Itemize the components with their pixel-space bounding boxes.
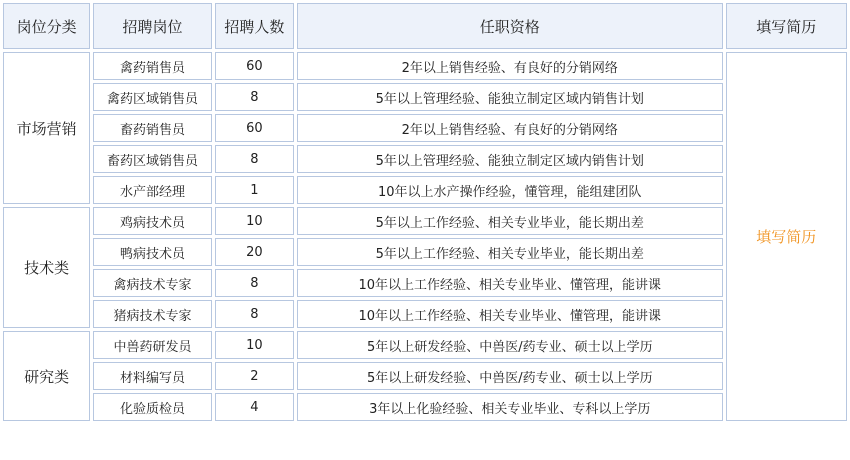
count-cell: 10 [215, 331, 294, 359]
qualification-cell: 5年以上工作经验、相关专业毕业，能长期出差 [297, 207, 723, 235]
table-row [3, 269, 847, 297]
table-row [3, 238, 847, 266]
position-cell: 化验质检员 [93, 393, 211, 421]
table-row [3, 331, 847, 359]
position-cell: 中兽药研发员 [93, 331, 211, 359]
qualification-cell: 5年以上研发经验、中兽医/药专业、硕士以上学历 [297, 331, 723, 359]
position-cell: 禽病技术专家 [93, 269, 211, 297]
qualification-cell: 10年以上工作经验、相关专业毕业、懂管理，能讲课 [297, 300, 723, 328]
category-cell: 市场营销 [3, 52, 90, 204]
position-cell: 禽药销售员 [93, 52, 211, 80]
qualification-cell: 3年以上化验经验、相关专业毕业、专科以上学历 [297, 393, 723, 421]
position-cell: 猪病技术专家 [93, 300, 211, 328]
position-cell: 畜药区域销售员 [93, 145, 211, 173]
qualification-cell: 5年以上管理经验、能独立制定区域内销售计划 [297, 145, 723, 173]
table-row [3, 145, 847, 173]
position-cell: 禽药区域销售员 [93, 83, 211, 111]
table-row [3, 83, 847, 111]
count-cell: 2 [215, 362, 294, 390]
qualification-cell: 5年以上工作经验、相关专业毕业，能长期出差 [297, 238, 723, 266]
count-cell: 1 [215, 176, 294, 204]
count-cell: 10 [215, 207, 294, 235]
header-count: 招聘人数 [215, 3, 294, 49]
count-cell: 8 [215, 300, 294, 328]
category-cell: 技术类 [3, 207, 90, 328]
table-row [3, 393, 847, 421]
qualification-cell: 5年以上管理经验、能独立制定区域内销售计划 [297, 83, 723, 111]
table-row [3, 114, 847, 142]
count-cell: 4 [215, 393, 294, 421]
table-row [3, 300, 847, 328]
position-cell: 鸭病技术员 [93, 238, 211, 266]
position-cell: 畜药销售员 [93, 114, 211, 142]
position-cell: 材料编写员 [93, 362, 211, 390]
header-resume: 填写简历 [726, 3, 847, 49]
count-cell: 60 [215, 114, 294, 142]
count-cell: 8 [215, 269, 294, 297]
count-cell: 20 [215, 238, 294, 266]
header-category: 岗位分类 [3, 3, 90, 49]
qualification-cell: 2年以上销售经验、有良好的分销网络 [297, 52, 723, 80]
resume-cell [726, 52, 847, 421]
position-cell: 鸡病技术员 [93, 207, 211, 235]
table-row [3, 52, 847, 80]
header-position: 招聘岗位 [93, 3, 211, 49]
table-row [3, 176, 847, 204]
apply-resume-link[interactable]: 填写简历 [756, 228, 817, 246]
qualification-cell: 10年以上水产操作经验，懂管理，能组建团队 [297, 176, 723, 204]
qualification-cell: 5年以上研发经验、中兽医/药专业、硕士以上学历 [297, 362, 723, 390]
table-row [3, 362, 847, 390]
count-cell: 8 [215, 83, 294, 111]
qualification-cell: 10年以上工作经验、相关专业毕业、懂管理，能讲课 [297, 269, 723, 297]
count-cell: 60 [215, 52, 294, 80]
position-cell: 水产部经理 [93, 176, 211, 204]
table-header-row [3, 3, 847, 49]
count-cell: 8 [215, 145, 294, 173]
header-qualification: 任职资格 [297, 3, 723, 49]
table-row [3, 207, 847, 235]
category-cell: 研究类 [3, 331, 90, 421]
qualification-cell: 2年以上销售经验、有良好的分销网络 [297, 114, 723, 142]
